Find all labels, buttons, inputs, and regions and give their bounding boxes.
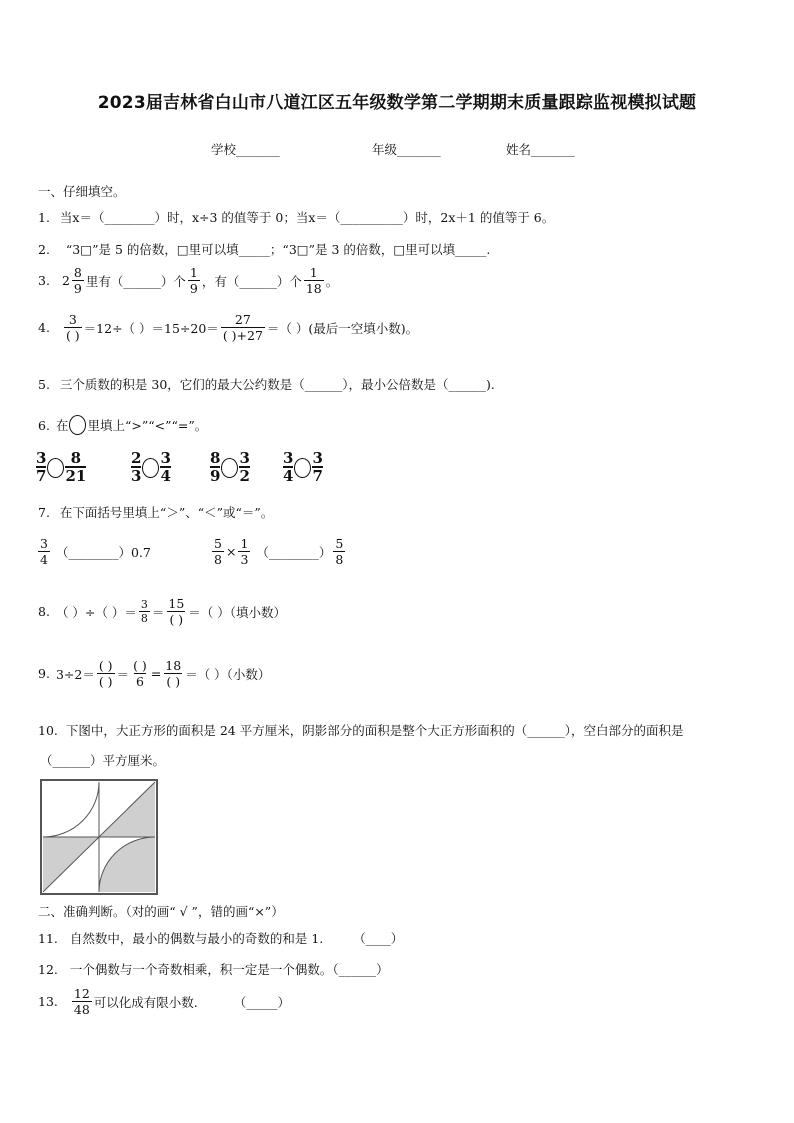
question-text: “3□”是 5 的倍数，□里可以填_____；“3□”是 3 的倍数，□里可以填_____. (65, 242, 491, 257)
fraction-blank-6: $\frac{( )}{6}$ (133, 658, 147, 690)
question-text: 在下面括号里填上“＞”、“＜”或“＝”。 (59, 505, 274, 520)
fraction-1-3: $\frac{1}{3}$ (240, 536, 249, 568)
question-number: 8. (38, 604, 50, 620)
fraction: 3 4 (283, 449, 294, 485)
compare-pair-1 (36, 451, 86, 484)
answer-blank[interactable]: （____） (353, 931, 404, 946)
name-field[interactable] (506, 140, 575, 158)
question-number: 2. (38, 242, 50, 257)
compare-pair-2 (131, 451, 171, 484)
answer-circle[interactable] (142, 458, 159, 478)
question-number: 4. (38, 320, 50, 336)
question-text: ＝（ ）（小数） (185, 666, 271, 682)
question-text: ，有（______）个 (201, 273, 302, 289)
fraction-3-8: $\frac{3}{8}$ (140, 597, 148, 626)
question-12 (38, 960, 389, 978)
question-7 (38, 503, 273, 521)
question-10 (38, 721, 683, 739)
question-7-part-a (36, 537, 151, 566)
fraction-blank-blank: $\frac{( )}{( )}$ (98, 658, 113, 690)
question-number: 1. (38, 210, 50, 225)
question-2 (38, 240, 490, 258)
fraction-12-48: $\frac{12}{48}$ (73, 986, 90, 1018)
question-number: 3. (38, 273, 50, 289)
grade-blank: _______ (397, 142, 441, 157)
school-field[interactable] (211, 140, 280, 158)
question-text: ＝12÷（ ）＝15÷20＝ (83, 320, 219, 336)
question-number: 5. (38, 377, 50, 392)
section-2-heading: 二、准确判断。（对的画“ √ ”，错的画“×”） (38, 904, 284, 919)
question-3 (38, 266, 338, 295)
fraction: 3 4 (160, 449, 171, 485)
compare-pair-3 (210, 451, 250, 484)
answer-circle[interactable] (47, 458, 64, 478)
question-number: 10. (38, 723, 58, 738)
question-text: 下图中，大正方形的面积是 24 平方厘米，阴影部分的面积是整个大正方形面积的（______），空白部分的面积是 (65, 723, 684, 738)
grade-field[interactable] (372, 140, 441, 158)
compare-circle-icon (69, 415, 86, 435)
question-text: 三个质数的积是 30，它们的最大公约数是（______），最小公倍数是（______). (59, 377, 495, 392)
question-4 (38, 313, 418, 342)
equals-sign: ＝ (151, 604, 165, 620)
grade-label: 年级 (372, 142, 398, 157)
fraction-5-8: $\frac{5}{8}$ (335, 536, 344, 568)
question-number: 11. (38, 931, 58, 946)
question-text: 可以化成有限小数. (93, 994, 198, 1010)
school-blank: _______ (236, 142, 280, 157)
question-9 (38, 659, 270, 688)
fraction: 3 7 (36, 449, 47, 485)
question-number: 6. (38, 417, 50, 433)
question-text: ＝（ ）(最后一空填小数)。 (266, 320, 419, 336)
answer-circle[interactable] (221, 458, 238, 478)
question-number: 13. (38, 994, 58, 1010)
question-text: （________） (256, 544, 332, 560)
question-7-part-b (210, 537, 347, 566)
mixed-whole: 2 (61, 273, 70, 289)
question-10-line-2: （______）平方厘米。 (40, 753, 166, 768)
question-13 (38, 987, 290, 1016)
fraction: 8 9 (210, 449, 221, 485)
answer-blank[interactable]: （_____） (233, 994, 291, 1010)
question-5 (38, 375, 495, 393)
question-text: （________）0.7 (55, 544, 151, 560)
section-1-heading: 一、仔细填空。 (38, 184, 126, 199)
question-text: 里填上“>”“<”“=”。 (87, 418, 208, 433)
fraction-5-8: $\frac{5}{8}$ (214, 536, 222, 568)
fraction: 3 2 (239, 449, 250, 485)
question-11 (38, 929, 403, 947)
name-blank: _______ (531, 142, 575, 157)
fraction: 8 21 (65, 449, 87, 485)
question-text: 3÷2＝ (55, 666, 95, 682)
compare-pair-4 (283, 451, 323, 484)
answer-circle[interactable] (294, 458, 311, 478)
question-1 (38, 208, 554, 226)
question-text: （ ）÷（ ）＝ (55, 604, 137, 620)
question-number: 9. (38, 666, 50, 682)
question-text: 。 (325, 273, 339, 289)
times-sign: × (225, 544, 237, 560)
question-text: 当x＝（________）时，x÷3 的值等于 0；当x＝（__________）时，2x＋1 的值等于 6。 (59, 210, 555, 225)
question-text: 在 (55, 418, 69, 433)
fraction: 3 7 (312, 449, 323, 485)
fraction-8-9: $\frac{8}{9}$ (73, 265, 82, 297)
equals-sign: ＝ (116, 666, 130, 682)
page-title: 2023届吉林省白山市八道江区五年级数学第二学期期末质量跟踪监视模拟试题 (97, 93, 697, 113)
fraction-27-blank: $\frac{27}{( )+27}$ (222, 312, 263, 344)
square-figure (40, 779, 158, 895)
question-text: ＝（ ）（填小数） (188, 604, 287, 620)
question-number: 7. (38, 505, 50, 520)
question-text: 里有（______）个 (85, 273, 186, 289)
fraction-3-4: $\frac{3}{4}$ (40, 536, 48, 568)
question-text: 自然数中，最小的偶数与最小的奇数的和是 1. (69, 931, 324, 946)
question-number: 12. (38, 962, 58, 977)
school-label: 学校 (211, 142, 237, 157)
name-label: 姓名 (506, 142, 532, 157)
question-8 (38, 597, 286, 626)
fraction-1-9: $\frac{1}{9}$ (189, 265, 198, 297)
question-6 (38, 415, 207, 435)
question-text: 一个偶数与一个奇数相乘，积一定是一个偶数。（______） (69, 962, 389, 977)
fraction-18-blank: $\frac{18}{( )}$ (165, 658, 182, 690)
equals-sign: = (150, 666, 162, 682)
fraction: 2 3 (131, 449, 142, 485)
fraction-3-blank: $\frac{3}{( )}$ (65, 312, 80, 344)
fraction-15-blank: $\frac{15}{( )}$ (168, 596, 185, 628)
fraction-1-18: $\frac{1}{18}$ (305, 265, 322, 297)
